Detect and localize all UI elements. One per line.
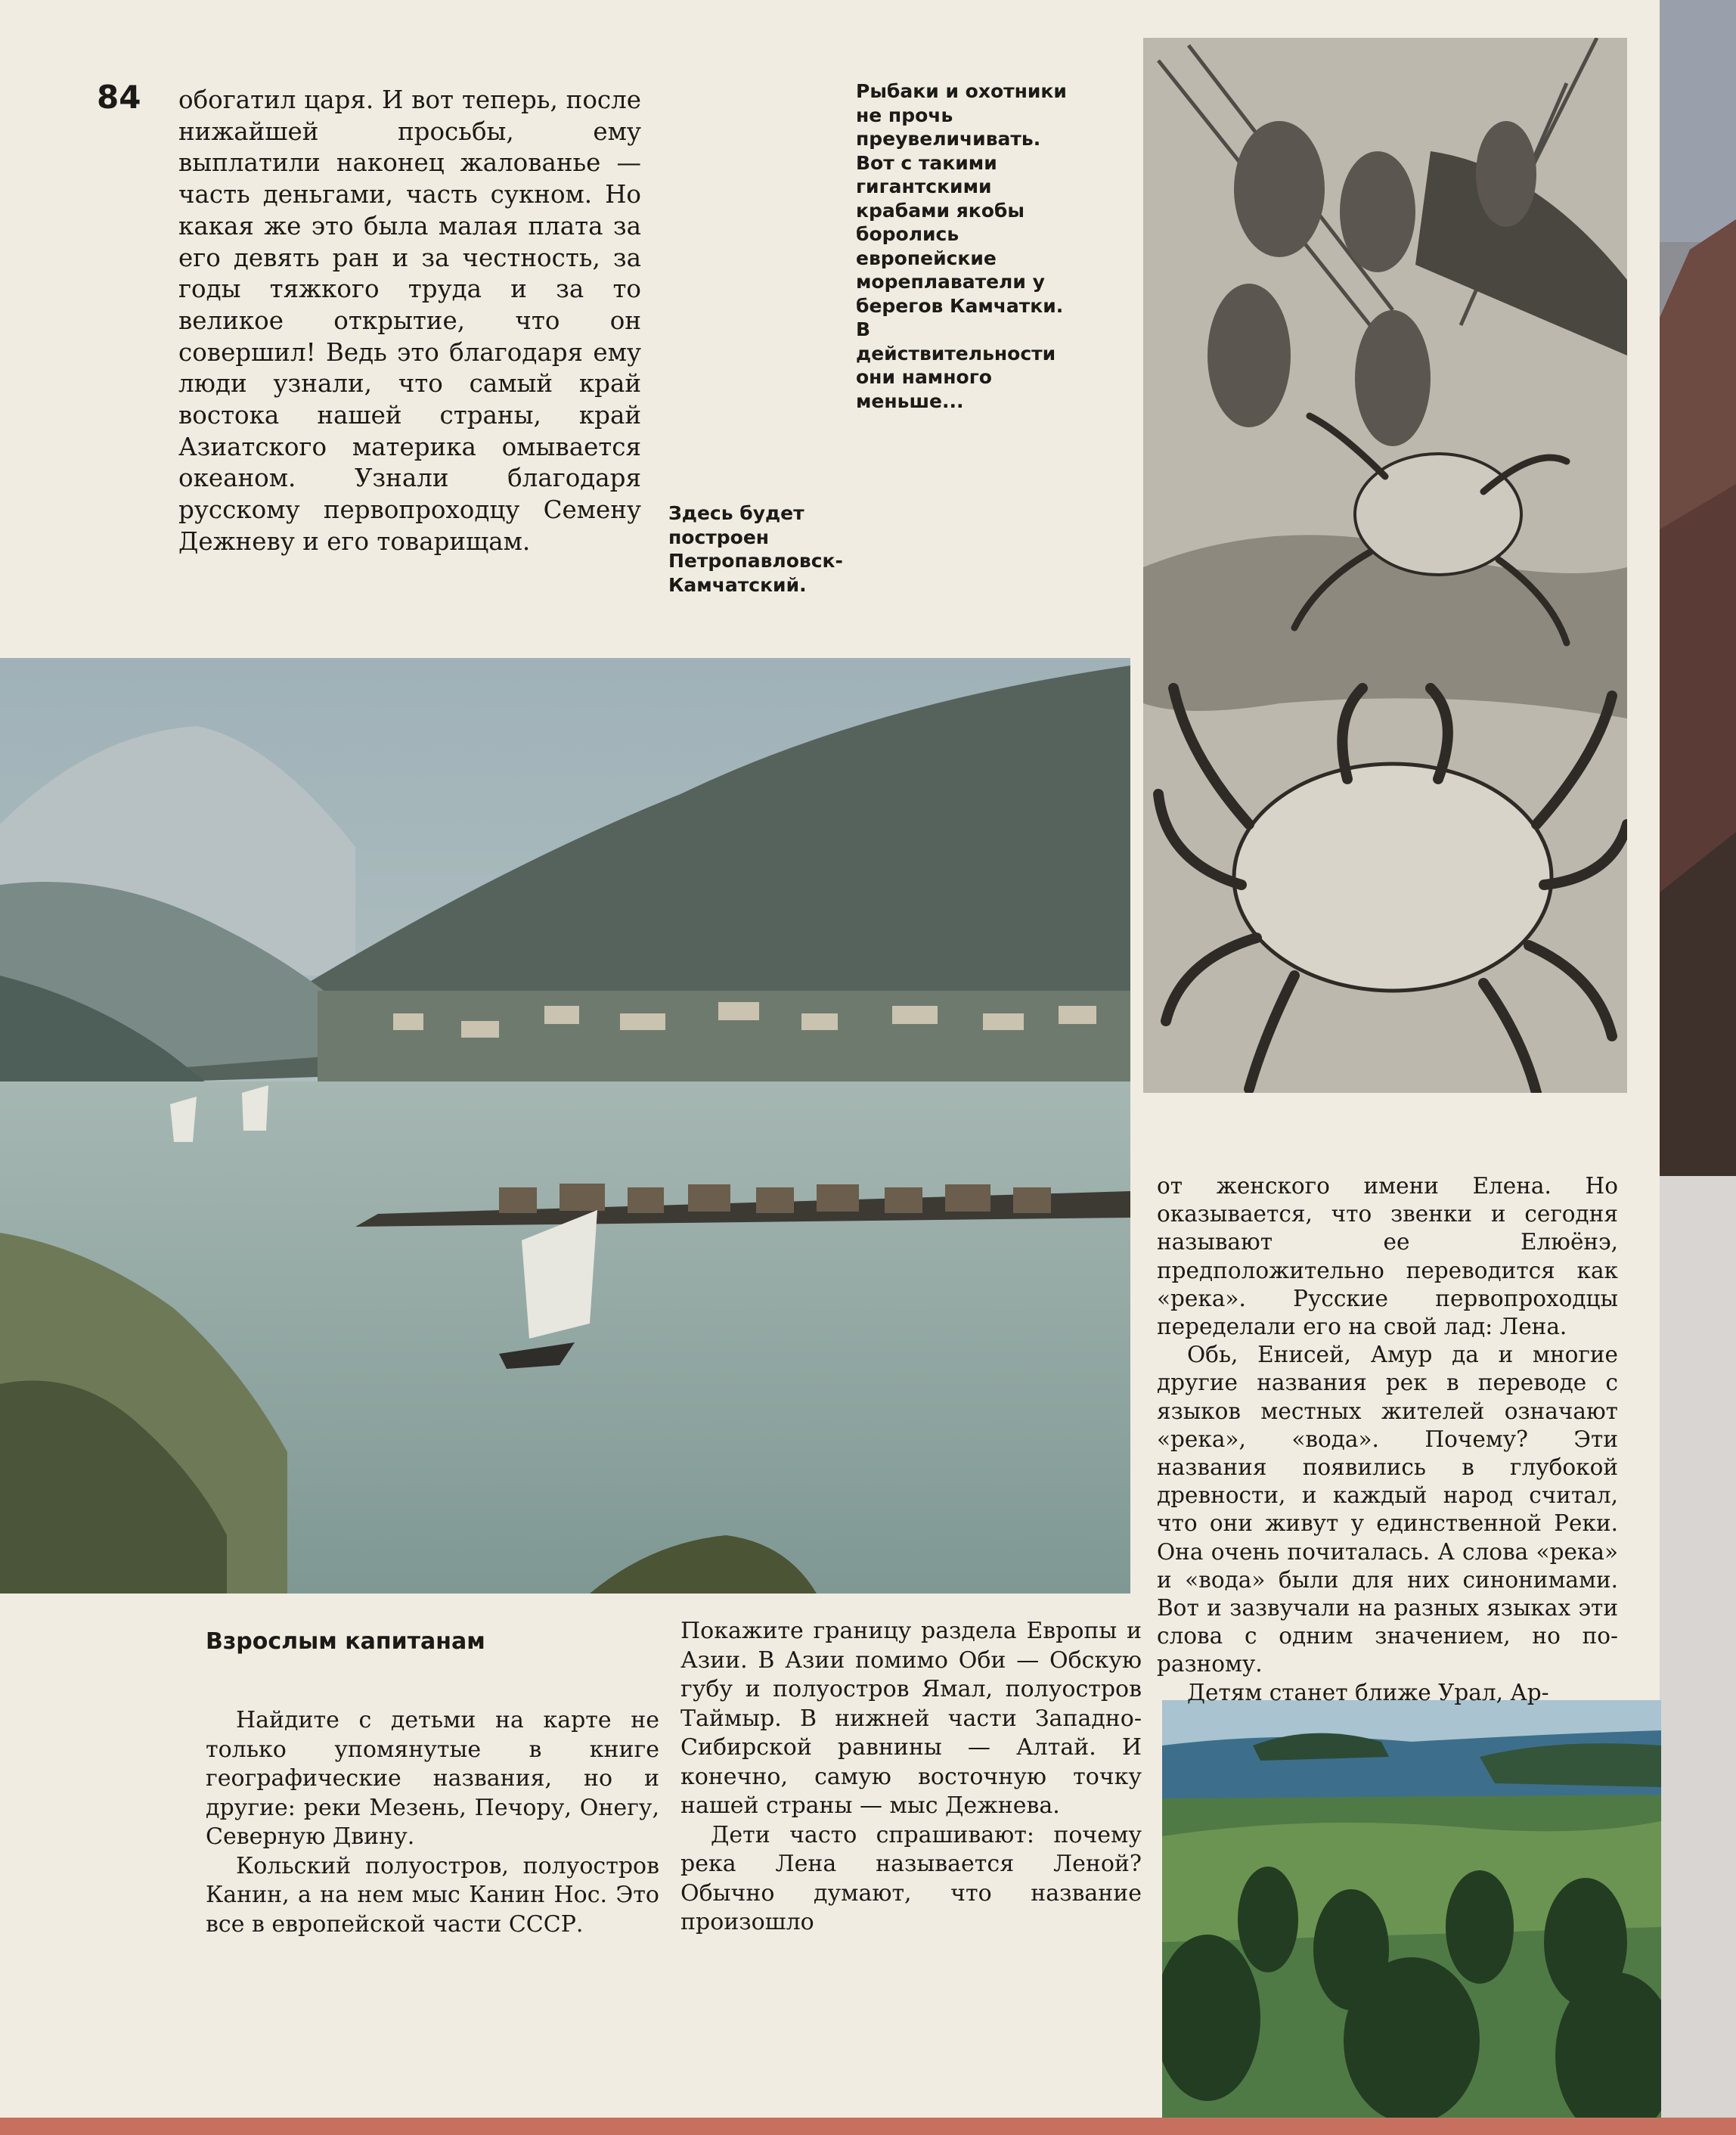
column-2 bbox=[680, 1617, 1142, 1938]
col3-paragraph: Обь, Енисей, Амур да и многие другие названия рек в переводе с языков местных жителей означают «река», «вода». Почему? Эти названия появились в глубокой древности, и каждый народ считал, что они живут у единственной Реки. Она очень почиталась. А слова «река» и «вода» были для них синонимами. Вот и зазвучали на разных языках эти слова с одним значением, но по-разному. bbox=[1157, 1342, 1618, 1677]
top-paragraph bbox=[178, 85, 641, 558]
harbor-caption bbox=[668, 501, 892, 597]
page-number: 84 bbox=[97, 79, 141, 116]
top-paragraph-text: обогатил царя. И вот теперь, после нижайшей просьбы, ему выплатили наконец жалованье — часть деньгами, часть сукном. Но какая же это была малая плата за его девять ран и за честность, за годы тяжкого труда и за то великое открытие, что он совершил! Ведь это благодаря ему люди узнали, что самый край востока нашей страны, край Азиатского материка омывается океаном. Узнали благодаря русскому первопроходцу Семену Дежневу и его товарищам. bbox=[178, 85, 641, 556]
col2-paragraph: Покажите границу раздела Европы и Азии. В Азии помимо Оби — Обскую губу и полуостров Ямал, полуостров Таймыр. В нижней части Западно-Сибирской равнины — Алтай. И конечно, самую восточную точку нашей страны — мыс Дежнева. bbox=[680, 1618, 1142, 1819]
col2-paragraph: Дети часто спрашивают: почему река Лена называется Леной? Обычно думают, что название произошло bbox=[680, 1821, 1142, 1935]
page-edge bbox=[1660, 1176, 1736, 2135]
crab-engraving-image bbox=[1143, 38, 1627, 1093]
bottom-edge-strip bbox=[0, 2118, 1736, 2135]
section-heading: Взрослым капитанам bbox=[206, 1628, 485, 1655]
harbor-caption-text: Здесь будет построен Петропавловск-Камчатский. bbox=[668, 502, 843, 596]
col3-paragraph: Детям станет ближе Урал, Ар- bbox=[1187, 1679, 1549, 1705]
col1-paragraph: Кольский полуостров, полуостров Канин, а на нем мыс Канин Нос. Это все в европейской части СССР. bbox=[206, 1852, 659, 1938]
mountain-strip-photo bbox=[1660, 0, 1736, 1176]
harbor-painting-image bbox=[0, 658, 1130, 1593]
col1-paragraph: Найдите с детьми на карте не только упомянутые в книге географические названия, но и другие: реки Мезень, Печору, Онегу, Северную Двину. bbox=[206, 1707, 659, 1850]
col3-paragraph: от женского имени Елена. Но оказывается, что звенки и сегодня называют ее Елюёнэ, предположительно переводится как «река». Русские первопроходцы переделали его на свой лад: Лена. bbox=[1157, 1173, 1618, 1340]
column-1 bbox=[206, 1706, 659, 1939]
lake-photo-image bbox=[1162, 1700, 1661, 2118]
crab-caption bbox=[856, 79, 1075, 413]
column-3 bbox=[1157, 1172, 1618, 1707]
crab-caption-text: Рыбаки и охотники не прочь преувеличивать. Вот с такими гигантскими крабами якобы боролись европейские мореплаватели у берегов Камчатки. В действительности они намного меньше... bbox=[856, 80, 1067, 412]
